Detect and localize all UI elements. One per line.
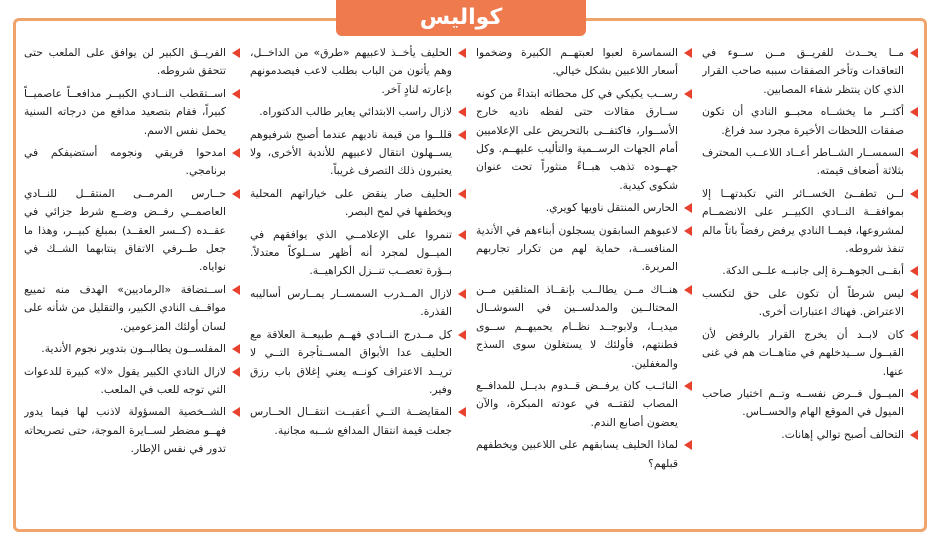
news-item — [250, 226, 466, 281]
bullet-triangle-icon — [458, 107, 466, 117]
news-item-text: اســتضافة «الرماديين» الهدف منه تمييع مواقــف النادي الكبير، والتقليل من شأنه على لسان أولئك المزعومين. — [24, 282, 226, 333]
news-item-text: لاعبوهم السابقون يسجلون أبناءهم في الأندية المنافســة، حماية لهم من تكرار تجاربهم المريرة. — [476, 223, 678, 274]
news-item-text: امدحوا فريقي ونجومه أستضيفكم في برنامجي. — [24, 146, 226, 178]
news-item-text: كان لابــد أن يخرج القرار بالرفض لأن القبــول ســيدخلهم في متاهــات هم في غنى عنها. — [702, 327, 904, 378]
bullet-triangle-icon — [458, 289, 466, 299]
bullet-triangle-icon — [910, 430, 918, 440]
news-item — [250, 403, 466, 440]
news-item-text: المفلســون يطالبــون بتدوير نجوم الأندية. — [41, 342, 226, 356]
news-item-text: التحالف أصبح توالي إهانات. — [781, 427, 904, 441]
bullet-triangle-icon — [910, 189, 918, 199]
news-item-text: الفريــق الكبير لن يوافق على الملعب حتى تتحقق شروطه. — [24, 46, 226, 78]
news-item-text: قللــوا من قيمة ناديهم عندما أصبح شرفيوهم يســهلون انتقال لاعبيهم للأندية الأخرى، ولا يعتبرون ذلك التصرف غريباً. — [250, 127, 452, 178]
news-item-text: النائــب كان يرفــض قــدوم بديــل للمدافــع المصاب لثقتــه في عودته المبكرة، والآن يعضون أصابع الندم. — [476, 378, 678, 429]
news-item-text: مــا يحــدث للفريــق مــن ســوء في التعاقدات وتأخر الصفقات سببه صاحب القرار الذي كان ينتظر شفاء المصابين. — [702, 46, 904, 96]
news-item — [702, 262, 918, 280]
news-item — [702, 44, 918, 99]
bullet-triangle-icon — [684, 285, 692, 295]
news-item — [24, 85, 240, 140]
news-item-text: لازال المــدرب السمســار يمــارس أساليبه القذرة. — [250, 286, 452, 319]
bullet-triangle-icon — [232, 89, 240, 99]
bullet-triangle-icon — [910, 289, 918, 299]
news-item — [476, 222, 692, 277]
bullet-triangle-icon — [910, 148, 918, 158]
bullet-triangle-icon — [684, 89, 692, 99]
news-item-text: اســتقطب النــادي الكبيــر مدافعــاً عاصميــاً كبيراً، فقام بتصعيد مدافع من درجاته السنية يحمل نفس الاسم. — [24, 86, 226, 137]
bullet-triangle-icon — [232, 48, 240, 58]
news-item — [24, 144, 240, 181]
news-item — [702, 326, 918, 381]
news-item — [702, 426, 918, 444]
news-item — [250, 326, 466, 400]
bullet-triangle-icon — [232, 367, 240, 377]
bullet-triangle-icon — [232, 407, 240, 417]
news-item — [24, 44, 240, 81]
news-item — [250, 185, 466, 222]
news-item — [476, 85, 692, 195]
bullet-triangle-icon — [458, 330, 466, 340]
news-item — [24, 363, 240, 400]
news-item — [24, 340, 240, 358]
news-item-text: الحارس المنتقل ناويها كويري. — [545, 201, 678, 215]
news-item — [702, 285, 918, 322]
news-item — [476, 44, 692, 81]
news-item — [702, 185, 918, 259]
news-item-text: ليس شرطاً أن تكون على حق لتكسب الاعتراض. فهناك اعتبارات أخرى. — [702, 286, 904, 319]
bullet-triangle-icon — [232, 285, 240, 295]
news-item — [476, 436, 692, 473]
column-4 — [702, 44, 918, 524]
news-item-text: السمســار الشــاطر أعــاد اللاعــب المحترف بثلاثة أضعاف قيمته. — [702, 146, 904, 178]
bullet-triangle-icon — [232, 344, 240, 354]
news-item-text: لازال راسب الابتدائي يعاير طالب الدكتوراه. — [259, 105, 452, 119]
bullet-triangle-icon — [684, 203, 692, 213]
news-item — [24, 185, 240, 277]
news-item-text: هنــاك مــن يطالــب بإنقــاذ المتلقين مــن المحتالــين والمدلســين في السوشــال ميديــا، ولابوجــد نظــام يحميهــم ســوى فطنتهم، فأولئك لا يستغلون سوى السذج والمغفلين. — [476, 282, 678, 370]
news-item-text: لماذا الحليف يسابقهم على اللاعبين ويخطفهم قبلهم؟ — [476, 438, 678, 470]
bullet-triangle-icon — [458, 230, 466, 240]
news-item — [250, 126, 466, 181]
bullet-triangle-icon — [910, 389, 918, 399]
news-item-text: أكثــر ما يخشــاه محبــو النادي أن تكون صفقات اللحظات الأخيرة مجرد سد فراغ. — [702, 105, 904, 137]
news-item-text: الشــخصية المسؤولة لاذنب لها فيما يدور فهــو مضطر لســايرة الموجة، حتى تصريحاته تدور في نفس الإطار. — [24, 405, 226, 456]
bullet-triangle-icon — [910, 330, 918, 340]
news-item — [476, 281, 692, 373]
news-item-text: لــن تطفــئ الخســائر التي تكبدتهــا إلا بموافقــة النــادي الكبيــر على الانضمــام لمشروعها، فيمــا النادي يرفض رفضاً باتاً مالم تنفذ شروطه. — [702, 186, 904, 256]
news-item-text: الميــول فــرض نفســه وتــم اختيار صاحب الميول في الموقع الهام والحســاس. — [702, 386, 904, 419]
bullet-triangle-icon — [684, 48, 692, 58]
bullet-triangle-icon — [458, 48, 466, 58]
column-3 — [476, 44, 692, 524]
news-item-text: الحليف صار ينقض على خياراتهم المحلية ويخطفها في لمح البصر. — [250, 186, 452, 219]
news-item — [250, 285, 466, 322]
news-item-text: حــارس المرمــى المنتقــل للنــادي العاصمــي رفــض وضــع شرط جزائي في عقــده (كــسر العقــد) بمبلغ كبيــر، وهذا ما جعل طــرفي الاتفاق ينتابهما الشــك في نواياه. — [24, 186, 226, 274]
news-item-text: الحليف يأخــذ لاعبيهم «طرق» من الداخــل، وهم يأتون من الباب بطلب لاعب فيصدمونهم بإعارته لنادٍ آخر. — [250, 46, 452, 96]
bullet-triangle-icon — [684, 226, 692, 236]
news-item — [476, 377, 692, 432]
bullet-triangle-icon — [458, 130, 466, 140]
bullet-triangle-icon — [910, 266, 918, 276]
news-item — [702, 385, 918, 422]
news-item-text: رســب يكيكي في كل محطاته ابتداءً من كونه ســارق مقالات حتى لفظه ناديه خارج الأســوار، فاكتفــى بالتحريض على الإعلاميين أمام الجهات الرســمية والتأليب عليهــم. وكل جهــوده تذهب هبــاءً منثوراً تحت عنوان شكوى كيدية. — [476, 86, 678, 192]
news-item-text: السماسرة لعبوا لعبتهــم الكبيرة وضخموا أسعار اللاعبين بشكل خيالي. — [476, 46, 678, 78]
section-title: كواليس — [336, 0, 586, 36]
news-item — [702, 144, 918, 181]
news-item — [24, 403, 240, 458]
news-item-text: لازال النادي الكبير يقول «لا» كبيرة للدعوات التي توجه للعب في الملعب. — [24, 364, 226, 396]
news-item-text: كل مــدرج النــادي فهــم طبيعــة العلاقة مع الحليف عدا الأبواق المســتأجرة التــي لا تريــد الاعتراف كونــه يعني إغلاق باب رزق وفير. — [250, 327, 452, 396]
news-item-text: تنمروا على الإعلامــي الذي يوافقهم في الميــول لمجرد أنه أظهر ســلوكاً معتدلاً. بــؤرة تعصــب تنــزل الكراهيــة. — [250, 227, 452, 278]
columns-container — [24, 44, 919, 524]
news-item-text: أبقــى الجوهــرة إلى جانبــه علــى الدكة. — [722, 264, 904, 278]
news-item-text: المقايضــة التــي أعقبــت انتقــال الحــارس جعلت قيمة انتقال المدافع شــبه مجانية. — [250, 405, 452, 437]
news-item — [24, 281, 240, 336]
bullet-triangle-icon — [458, 407, 466, 417]
column-1 — [24, 44, 240, 524]
column-2 — [250, 44, 466, 524]
bullet-triangle-icon — [458, 189, 466, 199]
bullet-triangle-icon — [910, 107, 918, 117]
bullet-triangle-icon — [684, 440, 692, 450]
bullet-triangle-icon — [232, 148, 240, 158]
news-item — [250, 44, 466, 99]
bullet-triangle-icon — [232, 189, 240, 199]
news-item — [702, 103, 918, 140]
news-item — [476, 199, 692, 217]
bullet-triangle-icon — [910, 48, 918, 58]
news-item — [250, 103, 466, 121]
bullet-triangle-icon — [684, 381, 692, 391]
